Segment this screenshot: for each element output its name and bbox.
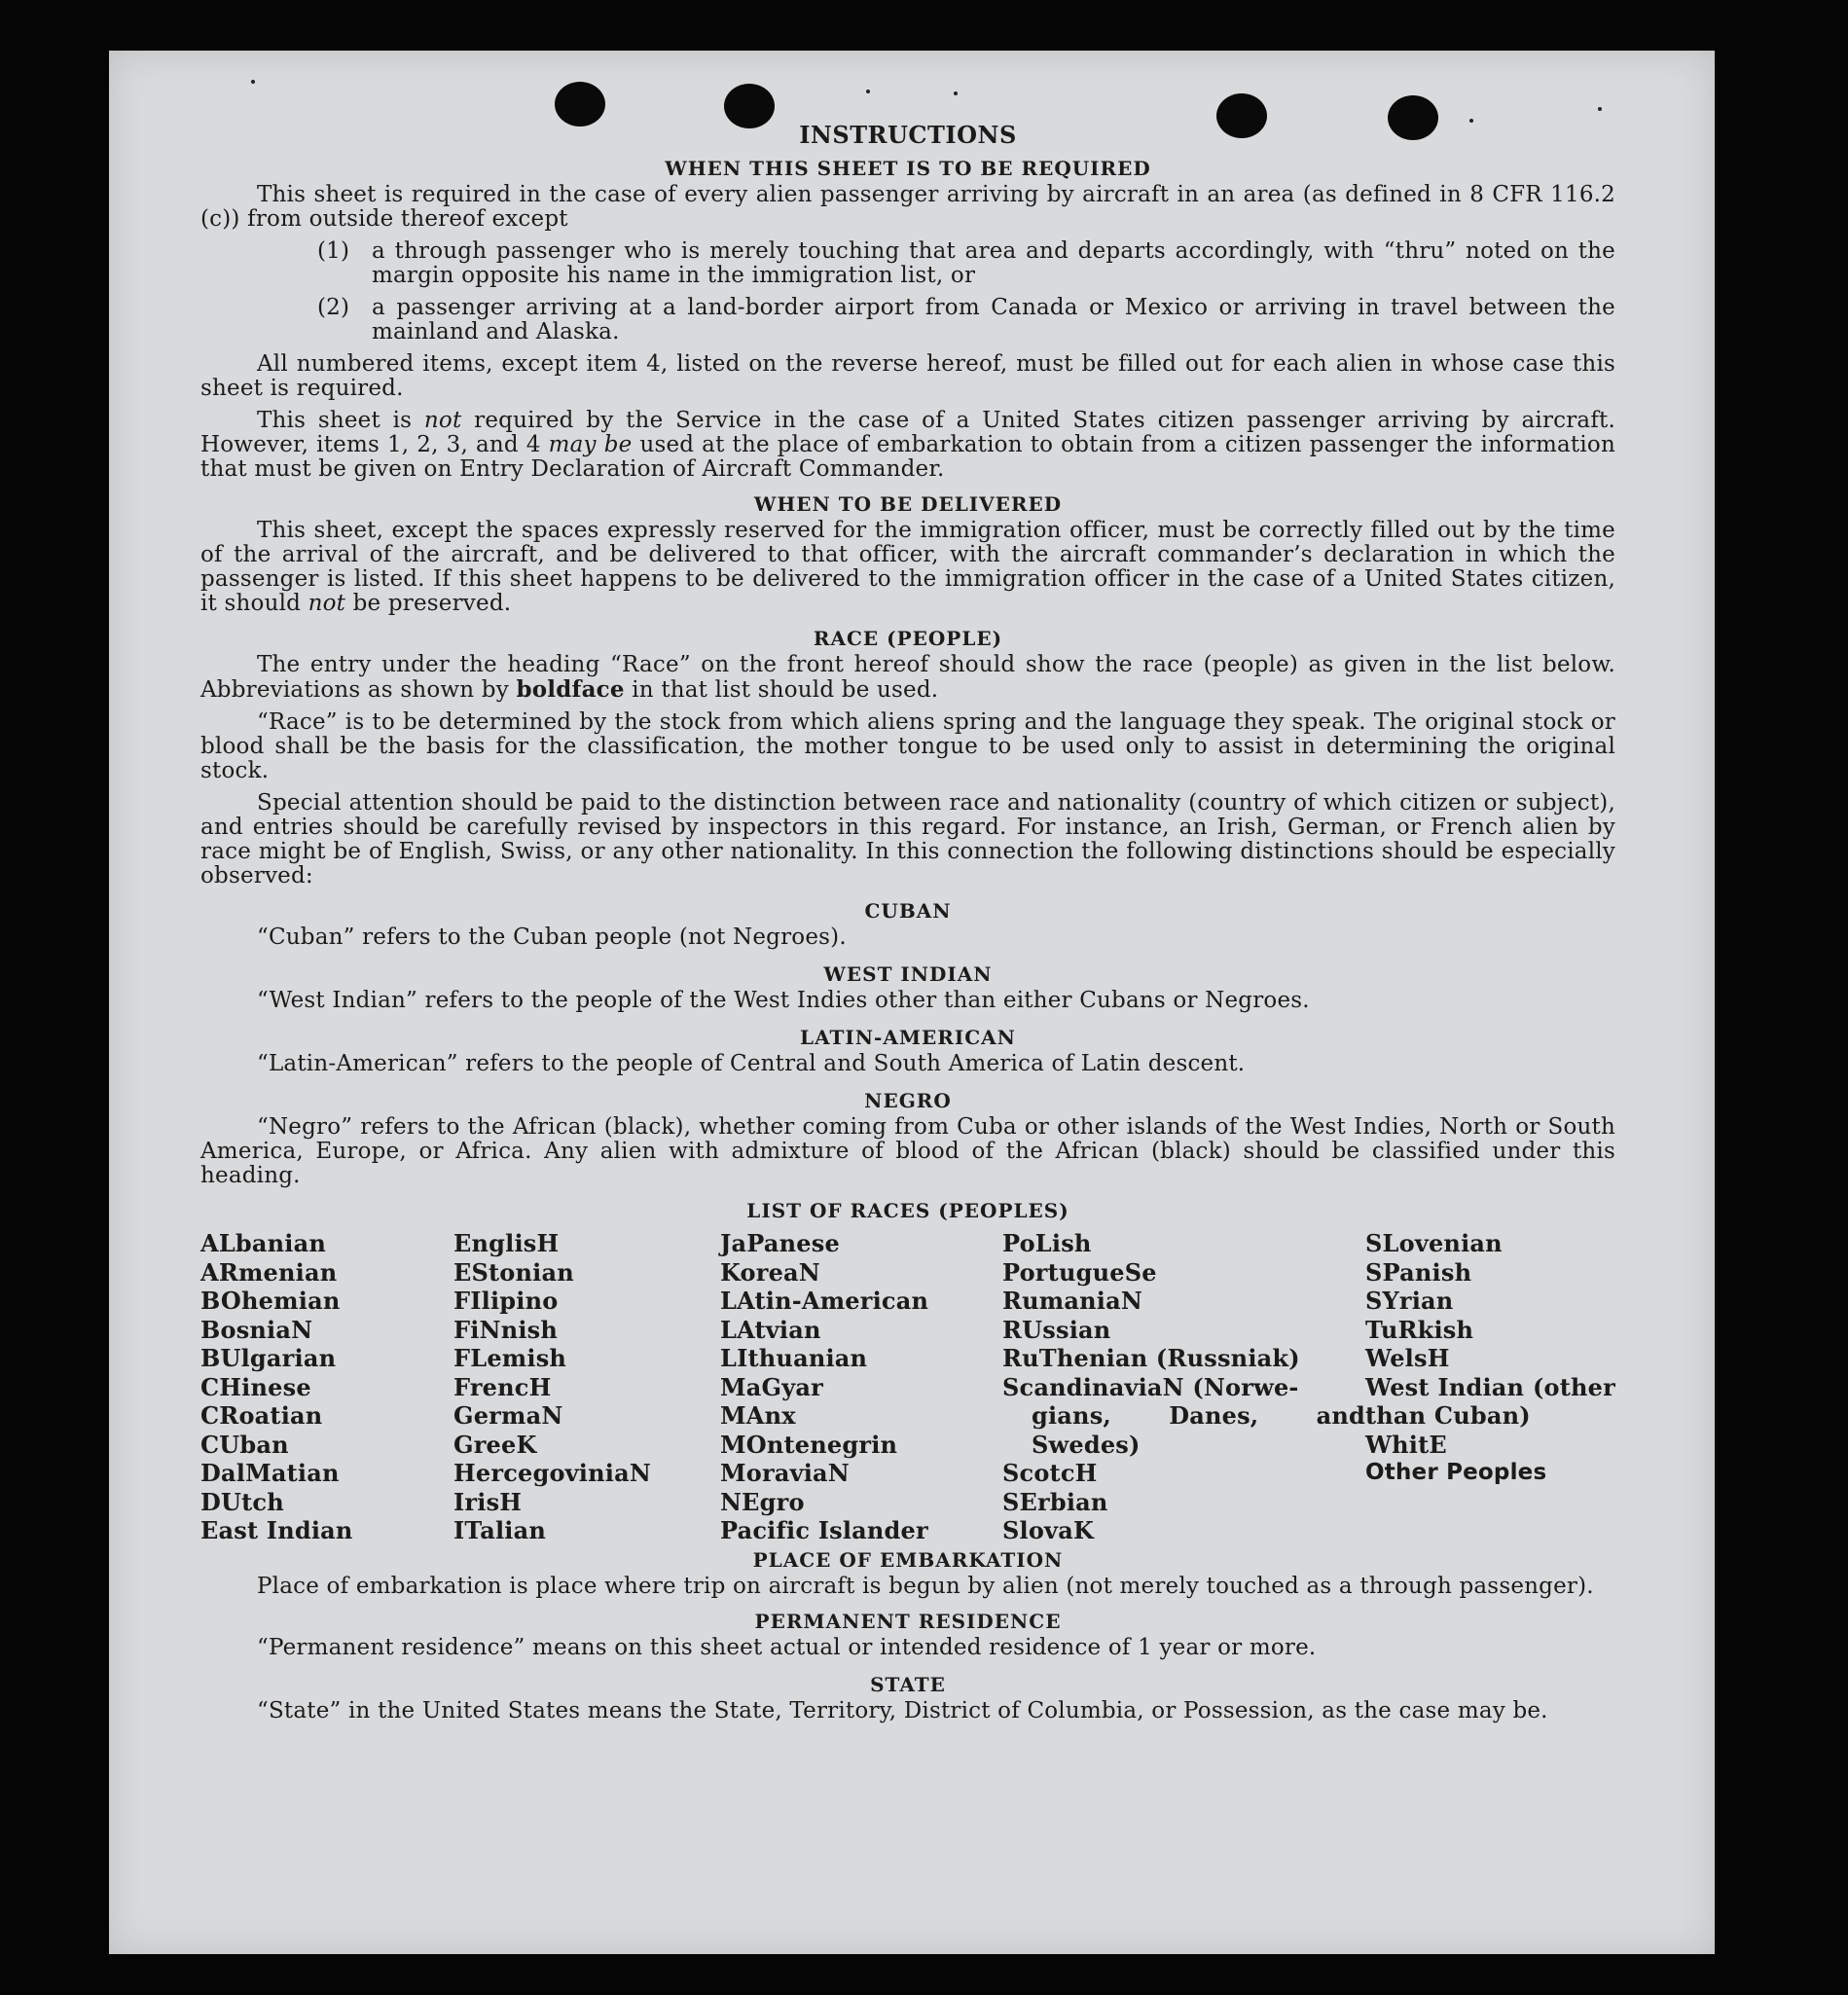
race-entry: PoLish [1002,1229,1092,1257]
race-entry: SPanish [1365,1257,1472,1287]
cuban-text: “Cuban” refers to the Cuban people (not Negroes). [257,925,847,950]
west-indian-text: “West Indian” refers to the people of the West Indies other than either Cubans or Negroes. [257,988,1310,1013]
numbered-items-paragraph: All numbered items, except item 4, listed on the reverse hereof, must be filled out for each alien in whose case this sheet is required. [200,351,1615,401]
race-entry: LAtin-American [720,1287,929,1315]
race-entry: ARmenian [200,1257,338,1287]
race-entry: RuThenian (Russniak) [1002,1344,1300,1372]
race-entry: DUtch [200,1487,284,1516]
race-entry: LIthuanian [720,1344,868,1372]
race-entry: RUssian [1002,1315,1111,1344]
races-column-1 [200,1229,453,1545]
negro-text: “Negro” refers to the African (black), whether coming from Cuba or other islands of the West Indies, North or South America, Europe, or Africa. Any alien with admixture of blood of the African (black) should be classified under this heading. [200,1114,1615,1188]
race-entry: ITalian [453,1516,546,1544]
race-entry: SYrian [1365,1287,1454,1315]
race-paragraph-3: Special attention should be paid to the distinction between race and nationality (country of which citizen or subject), and entries should be carefully revised by inspectors in this regard. For instance, an Irish, German, or French alien by race might be of English, Swiss, or any other nationality. In this connection the following distinctions should be especially observed: [200,790,1615,889]
races-column-3 [720,1229,1002,1545]
race-entry: MoraviaN [720,1459,850,1487]
race-entry: FiNnish [453,1315,559,1344]
item-number: (2) [317,295,350,320]
delivered-paragraph [200,519,1615,616]
race-entry: JaPanese [720,1229,840,1257]
races-list [200,1229,1615,1545]
race-entry: IrisH [453,1487,523,1516]
race-entry: FIlipino [453,1287,559,1315]
race-entry: EnglisH [453,1229,560,1257]
race-entry: RumaniaN [1002,1287,1142,1315]
race-entry-part: ScandinaviaN (Norwe- [1002,1372,1299,1401]
document-page [109,51,1715,1954]
instructions-content [200,119,1615,1731]
race-entry: WhitE [1365,1430,1447,1459]
section-heading-negro: NEGRO [864,1089,952,1112]
emphasis-not: not [423,408,462,433]
race-entry: BosniaN [200,1315,313,1344]
item-number: (1) [317,238,350,264]
races-column-4 [1002,1229,1365,1545]
race-entry: West Indian (other than Cuban) [1365,1372,1615,1430]
section-heading-race: RACE (PEOPLE) [813,627,1003,650]
text-run: This sheet is [257,408,413,433]
race-entry-scandinavian [1002,1373,1365,1460]
item-text: a passenger arriving at a land-border airport from Canada or Mexico or arriving in travel between the mainland and Alaska. [372,295,1615,345]
exception-item [317,239,1615,288]
section-heading-state: STATE [870,1672,946,1696]
race-entry: FrencH [453,1372,552,1401]
text-run: This sheet, except the spaces expressly reserved for the immigration officer, must be correctly filled out by the time of the arrival of the aircraft, and be delivered to that officer, with the aircraft commander’s declaration in which the passenger is listed. If this sheet happens to be delivered to the immigration officer in the case of a United States citizen, it should [200,518,1615,616]
race-entry: ScotcH [1002,1459,1098,1487]
race-entry: WelsH [1365,1344,1450,1372]
required-intro: This sheet is required in the case of every alien passenger arriving by aircraft in an area (as defined in 8 CFR 116.2 (c)) from outside thereof except [200,182,1615,232]
race-entry: MAnx [720,1401,796,1430]
race-entry-other: Other Peoples [1365,1460,1547,1485]
emphasis-not: not [308,591,346,616]
race-entry: MOntenegrin [720,1430,898,1459]
section-heading-list-of-races: LIST OF RACES (PEOPLES) [746,1199,1069,1222]
race-entry: FLemish [453,1344,567,1372]
section-heading-embarkation: PLACE OF EMBARKATION [752,1547,1064,1572]
section-heading-latin-american: LATIN-AMERICAN [800,1026,1016,1049]
race-entry-part: gians, Danes, and Swedes) [1032,1401,1365,1459]
text-run: in that list should be used. [632,677,939,703]
race-entry: LAtvian [720,1315,821,1344]
race-entry: BUlgarian [200,1344,337,1372]
race-entry: MaGyar [720,1372,823,1401]
text-run: used at the place of embarkation to obtain from a citizen passenger the information that must be given on Entry Declaration of Aircraft Commander. [200,432,1615,482]
section-heading-cuban: CUBAN [864,899,952,923]
race-entry: GreeK [453,1430,537,1459]
race-entry: CUban [200,1430,289,1459]
race-entry: CRoatian [200,1401,323,1430]
speck [251,80,255,84]
race-entry: PortugueSe [1002,1257,1157,1287]
speck [1598,107,1602,111]
text-run: required by the Service in the case of a United States citizen passenger arriving by aircraft. However, items 1, 2, 3, and 4 [200,408,1615,457]
speck [866,90,870,93]
races-column-5 [1365,1229,1615,1545]
race-entry: GermaN [453,1401,563,1430]
residence-text: “Permanent residence” means on this sheet actual or intended residence of 1 year or more. [257,1634,1317,1660]
boldface-word: boldface [516,676,625,703]
section-heading-delivered: WHEN TO BE DELIVERED [753,492,1063,516]
text-run: be preserved. [352,591,512,616]
race-entry: HercegoviniaN [453,1459,651,1487]
page-title: INSTRUCTIONS [799,121,1017,149]
race-entry: KoreaN [720,1257,820,1287]
embarkation-text: Place of embarkation is place where trip on aircraft is begun by alien (not merely touched as a through passenger). [257,1573,1594,1599]
race-paragraph-2: “Race” is to be determined by the stock from which aliens spring and the language they speak. The original stock or blood shall be the basis for the classification, the mother tongue to be used only to assist in determining the original stock. [200,709,1615,783]
race-entry: ALbanian [200,1229,326,1257]
section-heading-residence: PERMANENT RESIDENCE [754,1609,1062,1633]
section-heading-west-indian: WEST INDIAN [823,962,993,986]
citizen-paragraph [200,409,1615,482]
race-entry: Pacific Islander [720,1516,928,1544]
race-entry: SErbian [1002,1487,1108,1516]
race-entry: East Indian [200,1516,353,1544]
exception-item [317,296,1615,345]
state-text: “State” in the United States means the State, Territory, District of Columbia, or Possession, as the case may be. [257,1697,1548,1723]
race-entry: SLovenian [1365,1229,1503,1257]
race-entry: NEgro [720,1487,805,1516]
race-entry: DalMatian [200,1459,340,1487]
race-entry: CHinese [200,1372,311,1401]
race-entry: BOhemian [200,1287,341,1315]
text-run: The entry under the heading “Race” on the front hereof should show the race (people) as given in the list below. Abbreviations as shown by [200,652,1615,703]
race-entry: SlovaK [1002,1516,1095,1544]
race-paragraph-1 [200,653,1615,703]
item-text: a through passenger who is merely touching that area and departs accordingly, with “thru” noted on the margin opposite his name in the immigration list, or [372,238,1615,288]
latin-american-text: “Latin-American” refers to the people of Central and South America of Latin descent. [257,1051,1246,1076]
race-entry: EStonian [453,1257,574,1287]
speck [954,91,958,95]
race-entry: TuRkish [1365,1315,1474,1344]
emphasis-may-be: may be [548,432,633,457]
section-heading-required: WHEN THIS SHEET IS TO BE REQUIRED [665,157,1151,180]
races-column-2 [453,1229,720,1545]
